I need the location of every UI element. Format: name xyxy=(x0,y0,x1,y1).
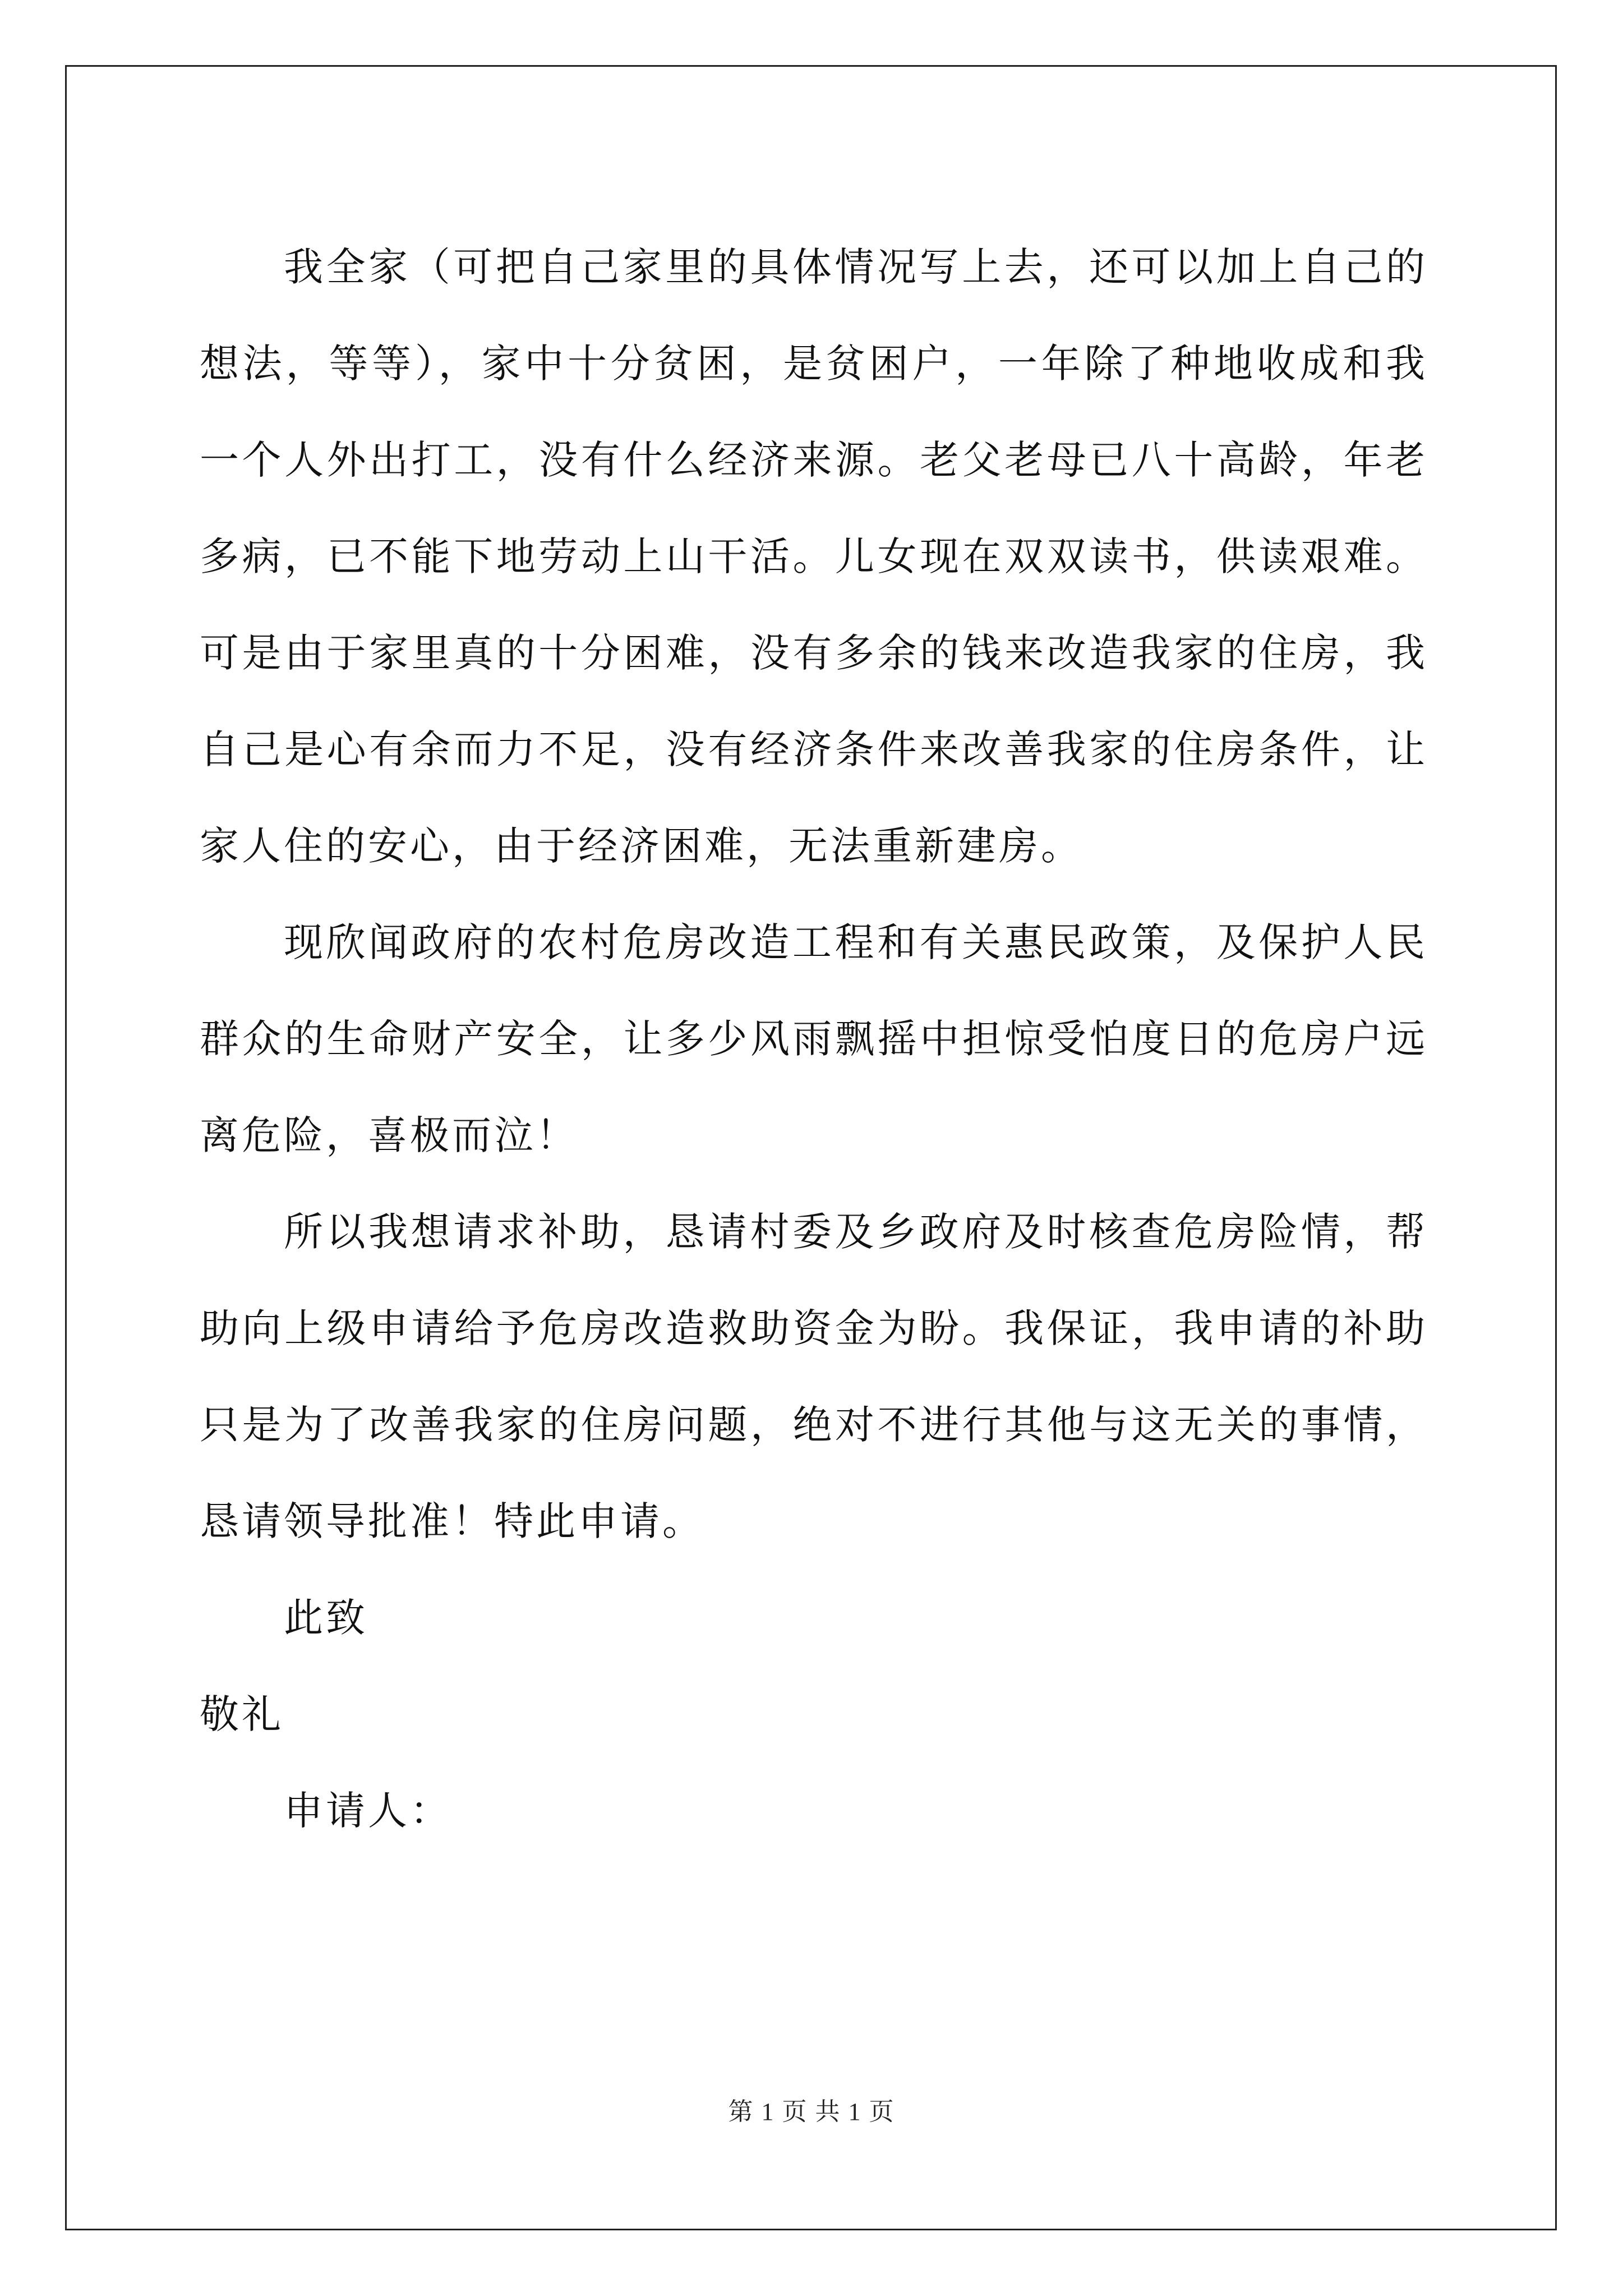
page-number-footer: 第 1 页 共 1 页 xyxy=(728,2098,895,2125)
closing-line: 此致 xyxy=(284,1595,368,1641)
applicant-label: 申请人： xyxy=(284,1788,452,1834)
paragraph-family-situation: 我全家（可把自己家里的具体情况写上去，还可以加上自己的想法，等等），家中十分贫困，是贫困户，一年除了种地收成和我一个人外出打工，没有什么经济来源。老父老母已八十高龄，年老多病，已不能下地劳动上山干活。儿女现在双双读书，供读艰难。可是由于家里真的十分困难，没有多余的钱来改造我家的住房，我自己是心有余而力不足，没有经济条件来改善我家的住房条件，让家人住的安心，由于经济困难，无法重新建房。 xyxy=(200,244,1428,869)
paragraph-request: 所以我想请求补助，恳请村委及乡政府及时核查危房险情，帮助向上级申请给予危房改造救助资金为盼。我保证，我申请的补助只是为了改善我家的住房问题，绝对不进行其他与这无关的事情，恳请领导批准！特此申请。 xyxy=(200,1209,1428,1544)
paragraph-policy-news: 现欣闻政府的农村危房改造工程和有关惠民政策，及保护人民群众的生命财产安全，让多少风雨飘摇中担惊受怕度日的危房户远离危险，喜极而泣！ xyxy=(200,919,1428,1158)
letter-body xyxy=(200,219,1428,1859)
salute-line: 敬礼 xyxy=(200,1691,284,1737)
